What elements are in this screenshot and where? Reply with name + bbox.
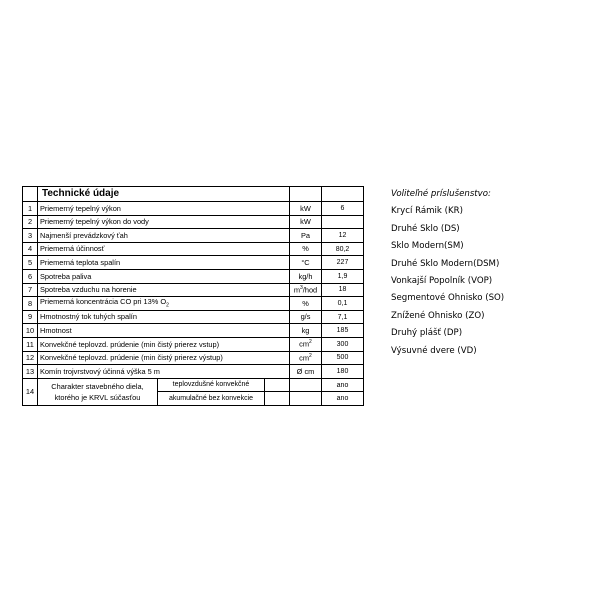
- row-unit: kg: [290, 324, 322, 338]
- row-value: 12: [322, 229, 364, 243]
- accessory-item: Vonkajší Popolník (VOP): [391, 276, 493, 287]
- row-description: Hmotnost: [38, 324, 290, 338]
- table-row: [23, 269, 364, 283]
- accessories-list: [391, 186, 504, 360]
- row-option-blank: [265, 378, 290, 392]
- unit-exponent: 2: [309, 352, 312, 359]
- row-number: 2: [23, 215, 38, 229]
- row-number: 3: [23, 229, 38, 243]
- row-description: Konvekčné teplovzd. prúdenie (min čistý prierez výstup): [38, 351, 290, 365]
- accessory-item: Druhé Sklo (DS): [391, 223, 460, 234]
- title-unit-cell: [290, 187, 322, 202]
- title-value-cell: [322, 187, 364, 202]
- row-value: ano: [322, 392, 364, 406]
- table-row: [23, 378, 364, 392]
- row-value: [322, 215, 364, 229]
- row-number: 8: [23, 297, 38, 311]
- row-unit: kg/h: [290, 269, 322, 283]
- row-unit: kW: [290, 215, 322, 229]
- table-row: [23, 256, 364, 270]
- title-corner-cell: [23, 187, 38, 202]
- table-row: [23, 202, 364, 216]
- table-row: [23, 242, 364, 256]
- table-row: [23, 297, 364, 311]
- row-unit: %: [290, 297, 322, 311]
- row-value: 500: [322, 351, 364, 365]
- row-description: Hmotnostný tok tuhých spalín: [38, 310, 290, 324]
- unit-base: cm: [299, 353, 310, 363]
- accessories-title: Voliteľné príslušenstvo:: [391, 189, 491, 199]
- accessory-item: Segmentové Ohnisko (SO): [391, 293, 505, 304]
- technical-data-table: [22, 186, 364, 406]
- row-description: Najmenší prevádzkový ťah: [38, 229, 290, 243]
- row-description: Spotreba paliva: [38, 269, 290, 283]
- unit-exponent: 3: [300, 284, 303, 291]
- row-number: 1: [23, 202, 38, 216]
- row-value: 185: [322, 324, 364, 338]
- unit-base: cm: [299, 339, 310, 349]
- row-option: teplovzdušné konvekčné: [158, 378, 265, 392]
- row-value: 6: [322, 202, 364, 216]
- row-description: Priemerný tepelný výkon do vody: [38, 215, 290, 229]
- row-number: 5: [23, 256, 38, 270]
- accessory-item: Druhé Sklo Modern(DSM): [391, 258, 500, 269]
- table-row: [23, 215, 364, 229]
- unit-suffix: /hod: [302, 285, 318, 295]
- row-unit: [290, 337, 322, 351]
- row-description: Konvekčné teplovzd. prúdenie (min čistý prierez vstup): [38, 337, 290, 351]
- row-option-blank: [265, 392, 290, 406]
- row-description: Priemerný tepelný výkon: [38, 202, 290, 216]
- table-row: [23, 337, 364, 351]
- row-option: akumulačné bez konvekcie: [158, 392, 265, 406]
- row-unit: Ø cm: [290, 365, 322, 379]
- row-unit: °C: [290, 256, 322, 270]
- row-unit: g/s: [290, 310, 322, 324]
- row-value: 0,1: [322, 297, 364, 311]
- unit-base: m: [293, 285, 300, 295]
- description-text: Priemerná koncentrácia CO pri 13% O: [40, 297, 167, 307]
- row-number: 4: [23, 242, 38, 256]
- table-row: [23, 351, 364, 365]
- row-unit: [290, 283, 322, 297]
- row-number: 12: [23, 351, 38, 365]
- table-row: [23, 324, 364, 338]
- row-value: 80,2: [322, 242, 364, 256]
- table-title: Technické údaje: [38, 187, 290, 202]
- row-description: Priemerná účinnosť: [38, 242, 290, 256]
- description-subscript: 2: [166, 302, 169, 309]
- table-row: [23, 229, 364, 243]
- row-unit: [290, 378, 322, 392]
- row-value: 1,9: [322, 269, 364, 283]
- row-unit: Pa: [290, 229, 322, 243]
- row-value: ano: [322, 378, 364, 392]
- row-unit: [290, 351, 322, 365]
- row-number: 14: [23, 378, 38, 405]
- row-number: 6: [23, 269, 38, 283]
- row-value: 18: [322, 283, 364, 297]
- row-description: Komín trojvrstvový účinná výška 5 m: [38, 365, 290, 379]
- row-number: 9: [23, 310, 38, 324]
- accessory-item: Znížené Ohnisko (ZO): [391, 310, 485, 321]
- row-number: 11: [23, 337, 38, 351]
- accessory-item: Krycí Rámik (KR): [391, 206, 463, 217]
- row-number: 13: [23, 365, 38, 379]
- row-description: Spotreba vzduchu na horenie: [38, 283, 290, 297]
- row-description: Charakter stavebného diela, ktorého je KRVL súčasťou: [38, 378, 158, 405]
- unit-exponent: 2: [309, 339, 312, 346]
- row-value: 227: [322, 256, 364, 270]
- row-description: Priemerná teplota spalín: [38, 256, 290, 270]
- table-row: [23, 310, 364, 324]
- accessory-item: Výsuvné dvere (VD): [391, 345, 477, 356]
- row-unit: kW: [290, 202, 322, 216]
- row-value: 300: [322, 337, 364, 351]
- table-row: [23, 365, 364, 379]
- row-number: 10: [23, 324, 38, 338]
- row-value: 180: [322, 365, 364, 379]
- row-unit: %: [290, 242, 322, 256]
- row-number: 7: [23, 283, 38, 297]
- row-unit: [290, 392, 322, 406]
- row-value: 7,1: [322, 310, 364, 324]
- accessory-item: Druhý plášť (DP): [391, 328, 463, 339]
- table-row: [23, 283, 364, 297]
- accessory-item: Sklo Modern(SM): [391, 241, 464, 252]
- row-description: [38, 297, 290, 311]
